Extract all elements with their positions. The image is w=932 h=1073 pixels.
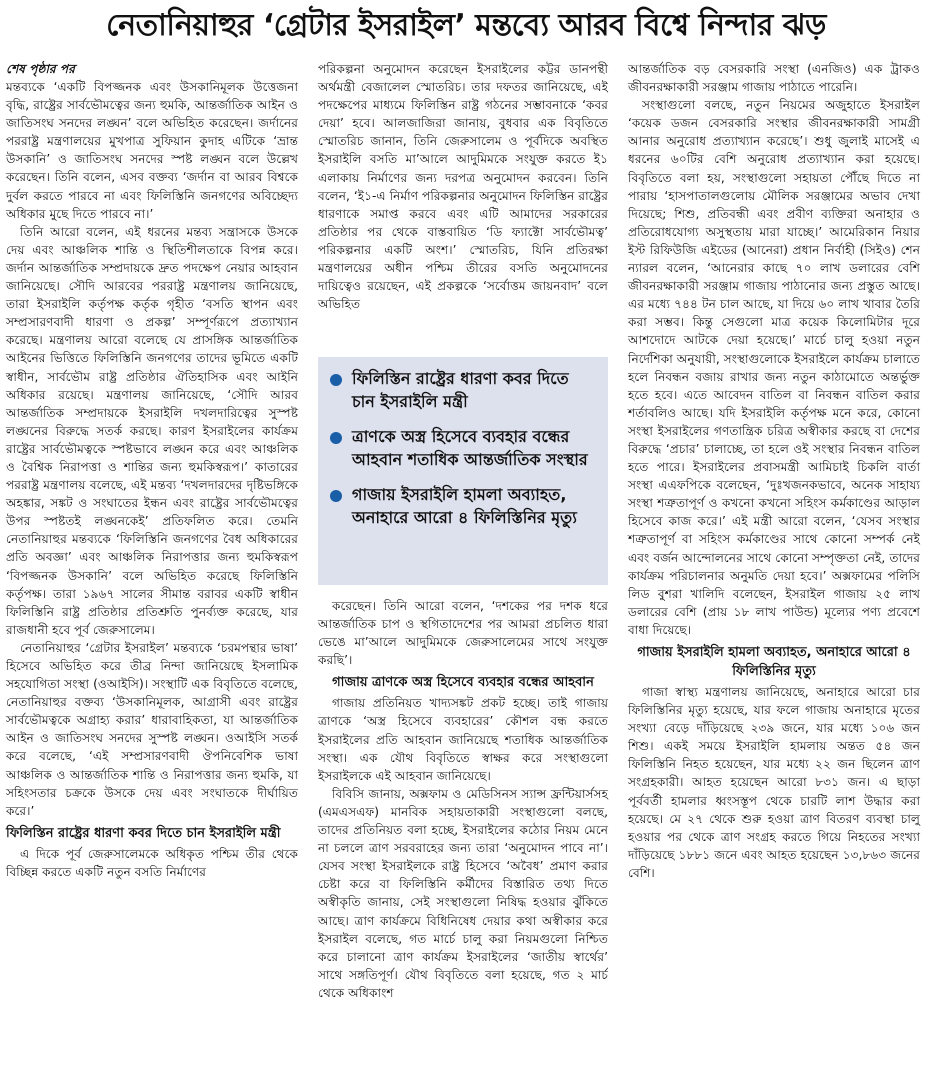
- section-subhead: গাজায় ইসরাইলি হামলা অব্যাহত, অনাহারে আরো ৪ ফিলিস্তিনির মৃত্যু: [637, 645, 911, 679]
- paragraph: মন্তব্যকে ‘একটি বিপজ্জনক এবং উসকানিমূলক উত্তেজনা বৃদ্ধি, রাষ্ট্রের সার্বভৌমত্বের জন্য হুমকি, আন্তর্জাতিক আইন ও জাতিসংঘ সনদের লঙ্ঘন’ বলে অভিহিত করেছেন। জর্দানের পররাষ্ট্র মন্ত্রণালয়ের মুখপাত্র সুফিয়ান কুদাহ এটিকে ‘ভ্রান্ত উসকানি’ ও জাতিসংঘ সনদের স্পষ্ট লঙ্ঘন বলে উল্লেখ করেছেন। তিনি বলেন, এসব বক্তব্য ‘জর্দান বা আরব বিশ্বকে দুর্বল করতে পারবে না এবং ফিলিস্তিনি জনগণের অবিচ্ছেদ্য অধিকার মুছে দিতে পারবে না।’: [6, 80, 298, 221]
- article-column-2-bottom: [318, 597, 608, 1002]
- paragraph: করেছেন। তিনি আরো বলেন, ‘দশকের পর দশক ধরে আন্তর্জাতিক চাপ ও স্থগিতাদেশের পর আমরা প্রচলিত ধারা ভেঙে মা’আলে আদুমিমকে জেরুসালেমের সাথে সংযুক্ত করছি’।: [318, 599, 608, 668]
- highlight-item: [330, 425, 596, 471]
- paragraph: বিবিসি জানায়, অক্সফাম ও মেডিসিনস স্যান্স ফ্রন্টিয়ার্সসহ (এমএসএফ) মানবিক সহায়তাকারী সংস্থাগুলো বলছে, তাদের প্রতিনিয়ত বলা হচ্ছে, ইসরাইলের কঠোর নিয়ম মেনে না চললে ত্রাণ সরবরাহের জন্য তারা ‘অনুমোদন পাবে না’। যেসব সংস্থা ইসরাইলকে রাষ্ট্র হিসেবে ‘অবৈধ’ প্রমাণ করার চেষ্টা করে বা ফিলিস্তিনি কর্মীদের বিস্তারিত তথ্য দিতে অস্বীকৃতি জানায়, সেই সংস্থাগুলো নিষিদ্ধ হওয়ার ঝুঁকিতে আছে। ত্রাণ কার্যক্রমে বিধিনিষেধ দেয়ার কথা অস্বীকার করে ইসরাইল বলেছে, গত মার্চে চালু করা নিয়মগুলো নিশ্চিত করে চালানো ত্রাণ কার্যক্রম ইসরাইলের ‘জাতীয় স্বার্থের’ সাথে সঙ্গতিপূর্ণ। যৌথ বিবৃতিতে বলা হয়েছে, গত ২ মার্চ থেকে অধিকাংশ: [318, 786, 608, 1000]
- bullet-icon: [330, 374, 342, 386]
- highlight-text: গাজায় ইসরাইলি হামলা অব্যাহত, অনাহারে আরো ৪ ফিলিস্তিনির মৃত্যু: [352, 485, 577, 527]
- section-subhead: ফিলিস্তিন রাষ্ট্রের ধারণা কবর দিতে চান ইসরাইলি মন্ত্রী: [6, 825, 281, 841]
- paragraph: আন্তর্জাতিক বড় বেসরকারি সংস্থা (এনজিও) এক ট্রাকও জীবনরক্ষাকারী সরঞ্জাম গাজায় পাঠাতে পারেনি।: [628, 62, 920, 95]
- continued-from-kicker: শেষ পৃষ্ঠার পর: [6, 62, 75, 76]
- highlight-item: [330, 367, 596, 413]
- paragraph: গাজা স্বাস্থ্য মন্ত্রণালয় জানিয়েছে, অনাহারে আরো চার ফিলিস্তিনির মৃত্যু হয়েছে, যার ফলে গাজায় অনাহারে মৃতের সংখ্যা বেড়ে দাঁড়িয়েছে ২৩৯ জনে, যার মধ্যে ১০৬ জন শিশু। একই সময়ে ইসরাইলি হামলায় অন্তত ৫৪ জন ফিলিস্তিনি নিহত হয়েছেন, যার মধ্যে ২২ জন ছিলেন ত্রাণ সংগ্রহকারী। আহত হয়েছেন আরো ৮৩১ জন। এ ছাড়া পূর্ববর্তী হামলার ধ্বংসস্তূপ থেকে চারটি লাশ উদ্ধার করা হয়েছে। মে ২৭ থেকে শুরু হওয়া ত্রাণ বিতরণ ব্যবস্থা চালু হওয়ার পর থেকে ত্রাণ সংগ্রহ করতে গিয়ে নিহতের সংখ্যা দাঁড়িয়েছে ১৮৮১ জনে এবং আহত হয়েছেন ১৩,৮৬৩ জনের বেশি।: [628, 685, 920, 880]
- section-subhead: গাজায় ত্রাণকে অস্ত্র হিসেবে ব্যবহার বন্ধের আহবান: [332, 675, 594, 691]
- bullet-icon: [330, 490, 342, 502]
- highlight-text: ফিলিস্তিন রাষ্ট্রের ধারণা কবর দিতে চান ইসরাইলি মন্ত্রী: [352, 369, 569, 411]
- article-column-2-top: [318, 60, 608, 313]
- article-column-3: [628, 60, 920, 882]
- paragraph: এ দিকে পূর্ব জেরুসালেমকে অধিকৃত পশ্চিম তীর থেকে বিচ্ছিন্ন করতে একটি নতুন বসতি নির্মাণের: [6, 846, 298, 879]
- highlight-item: [330, 483, 596, 529]
- paragraph: গাজায় প্রতিনিয়ত খাদ্যসঙ্কট প্রকট হচ্ছে। তাই গাজায় ত্রাণকে ‘অস্ত্র হিসেবে ব্যবহারের’ কৌশল বন্ধ করতে ইসরাইলের প্রতি আহবান জানিয়েছে শতাধিক আন্তর্জাতিক সংস্থা। এক যৌথ বিবৃতিতে স্বাক্ষর করে সংস্থাগুলো ইসরাইলকে এই আহবান জানিয়েছে।: [318, 696, 608, 783]
- highlight-text: ত্রাণকে অস্ত্র হিসেবে ব্যবহার বন্ধের আহবান শতাধিক আন্তর্জাতিক সংস্থার: [352, 427, 588, 469]
- paragraph: তিনি আরো বলেন, এই ধরনের মন্তব্য সন্ত্রাসকে উসকে দেয় এবং আঞ্চলিক শান্তি ও স্থিতিশীলতাকে বিপন্ন করে। জর্দান আন্তর্জাতিক সম্প্রদায়কে দ্রুত পদক্ষেপ নেয়ার আহবান জানিয়েছে। সৌদি আরবের পররাষ্ট্র মন্ত্রণালয় জানিয়েছে, তারা ইসরাইলি কর্তৃপক্ষ কর্তৃক গৃহীত ‘বসতি স্থাপন এবং সম্প্রসারণবাদী ধারণা ও প্রকল্প’ সম্পূর্ণরূপে প্রত্যাখ্যান করেছে। মন্ত্রণালয় আরো বলেছে যে প্রাসঙ্গিক আন্তর্জাতিক আইনের ভিত্তিতে ফিলিস্তিনি জনগণের তাদের ভূমিতে একটি স্বাধীন, সার্বভৌম রাষ্ট্র প্রতিষ্ঠার ঐতিহাসিক এবং আইনি অধিকার রয়েছে। মন্ত্রণালয় জানিয়েছে, ‘সৌদি আরব আন্তর্জাতিক সম্প্রদায়কে ইসরাইলি দখলদারিত্বের সুস্পষ্ট লঙ্ঘনের বিরুদ্ধে সতর্ক করছে। কারণ ইসরাইলের কার্যক্রম রাষ্ট্রের সার্বভৌমত্বকে স্পষ্টভাবে লঙ্ঘন করে এবং আঞ্চলিক ও বৈশ্বিক নিরাপত্তা ও শান্তির জন্য হুমকিস্বরূপ।’ কাতারের পররাষ্ট্র মন্ত্রণালয় বলেছে, এই মন্তব্য ‘দখলদারদের দৃষ্টিভঙ্গিকে অহঙ্কার, সঙ্কট ও সংঘাতের ইন্ধন এবং রাষ্ট্রের সার্বভৌমত্বের উপর স্পষ্টতই লঙ্ঘনকেই’ প্রতিফলিত করে। তেমনি নেতানিয়াহুর মন্তব্যকে ‘ফিলিস্তিনি জনগণের বৈধ অধিকারের প্রতি অবজ্ঞা’ এবং আঞ্চলিক নিরাপত্তার জন্য হুমকিস্বরূপ ‘বিপজ্জনক উসকানি’ বলে অভিহিত করেছে ফিলিস্তিনি কর্তৃপক্ষ। তারা ১৯৬৭ সালের সীমান্ত বরাবর একটি স্বাধীন ফিলিস্তিনি রাষ্ট্র প্রতিষ্ঠার প্রতিশ্রুতি পুনর্ব্যক্ত করেছে, যার রাজধানী হবে পূর্ব জেরুসালেম।: [6, 224, 298, 637]
- paragraph: পরিকল্পনা অনুমোদন করেছেন ইসরাইলের কট্টর ডানপন্থী অর্থমন্ত্রী বেজালেল স্মোতরিচ। তার দফতর জানিয়েছে, এই পদক্ষেপের মাধ্যমে ফিলিস্তিন রাষ্ট্র গঠনের সম্ভাবনাকে ‘কবর দেয়া’ হবে। আলজাজিরা জানায়, বুধবার এক বিবৃতিতে স্মোতরিচ জানান, তিনি জেরুসালেম ও পূর্বদিকে অবস্থিত ইসরাইলি বসতি মা’আলে আদুমিমকে সংযুক্ত করতে ই১ এলাকায় নির্মাণের জন্য দরপত্র অনুমোদন করবেন। তিনি বলেন, ‘ই১-এ নির্মাণ পরিকল্পনার অনুমোদন ফিলিস্তিন রাষ্ট্রের ধারণাকে সমাপ্ত করবে এবং এটি আমাদের সরকারের প্রতিষ্ঠার পর থেকে বাস্তবায়িত ‘ডি ফ্যাক্টো সার্বভৌমত্ব’ পরিকল্পনার একটি অংশ।’ স্মোতরিচ, যিনি প্রতিরক্ষা মন্ত্রণালয়ের অধীন পশ্চিম তীরের বসতি অনুমোদনের দায়িত্বেও রয়েছেন, এই প্রকল্পকে ‘সর্বোত্তম জায়নবাদ’ বলে অভিহিত: [318, 62, 608, 312]
- paragraph: সংস্থাগুলো বলছে, নতুন নিয়মের অজুহাতে ইসরাইল ‘কয়েক ডজন বেসরকারি সংস্থার জীবনরক্ষাকারী সামগ্রী আনার অনুরোধ প্রত্যাখ্যান করেছে’। শুধু জুলাই মাসেই এ ধরনের ৬০টির বেশি অনুরোধ প্রত্যাখ্যান করা হয়েছে। বিবৃতিতে বলা হয়, সংস্থাগুলো সহায়তা পৌঁছে দিতে না পারায় ‘হাসপাতালগুলোয় মৌলিক সরঞ্জামের অভাব দেখা দিয়েছে; শিশু, প্রতিবন্ধী এবং প্রবীণ ব্যক্তিরা অনাহার ও প্রতিরোধযোগ্য অসুস্থতায় মারা যাচ্ছে।’ আমেরিকান নিয়ার ইস্ট রিফিউজি এইডের (আনেরা) প্রধান নির্বাহী (সিইও) শেন ন্যারল বলেন, ‘আনেরার কাছে ৭০ লাখ ডলারের বেশি জীবনরক্ষাকারী সরঞ্জাম গাজায় পাঠানোর জন্য প্রস্তুত আছে। এর মধ্যে ৭৪৪ টন চাল আছে, যা দিয়ে ৬০ লাখ খাবার তৈরি করা সম্ভব। কিন্তু সেগুলো মাত্র কয়েক কিলোমিটার দূরে আশদোদে আটকে দেয়া হয়েছে।’ মার্চে চালু হওয়া নতুন নির্দেশিকা অনুযায়ী, সংস্থাগুলোকে ইসরাইলে কার্যক্রম চালাতে হলে নিবন্ধন বজায় রাখার জন্য নতুন কাঠামোতে অন্তর্ভুক্ত হতে হবে। এতে আবেদন বাতিল বা নিবন্ধন বাতিল করার শর্তাবলিও আছে। যদি ইসরাইলি কর্তৃপক্ষ মনে করে, কোনো সংস্থা ইসরাইলের গণতান্ত্রিক চরিত্র অস্বীকার করছে বা দেশের বিরুদ্ধে ‘প্রচার’ চালাচ্ছে, তা হলে ওই সংস্থার নিবন্ধন বাতিল হতে পারে। ইসরাইলের প্রবাসমন্ত্রী আমিচাই চিকলি বার্তা সংস্থা এএফপিকে বলেছেন, ‘দুঃখজনকভাবে, অনেক সাহায্য সংস্থা শত্রুতাপূর্ণ ও কখনো কখনো সহিংস কর্মকাণ্ডের আড়াল হিসেবে কাজ করে।’ এই মন্ত্রী আরো বলেন, ‘যেসব সংস্থার শত্রুতাপূর্ণ বা সহিংস কর্মকাণ্ডের সাথে কোনো সম্পর্ক নেই এবং বর্জন আন্দোলনের সাথে কোনো সম্পৃক্ততা নেই, তাদের কার্যক্রম পরিচালনার অনুমতি দেয়া হবে।’ অক্সফামের পলিসি লিড বুশরা খালিদি বলেছেন, ইসরাইল গাজায় ২৫ লাখ ডলারের বেশি (প্রায় ১৮ লাখ পাউন্ড) মূল্যের পণ্য প্রবেশে বাধা দিয়েছে।: [628, 98, 920, 637]
- page-headline: নেতানিয়াহুর ‘গ্রেটার ইসরাইল’ মন্তব্যে আরব বিশ্বে নিন্দার ঝড়: [106, 8, 826, 43]
- bullet-icon: [330, 432, 342, 444]
- paragraph: নেতানিয়াহুর ‘গ্রেটার ইসরাইল’ মন্তব্যকে ‘চরমপন্থার ভাষা’ হিসেবে অভিহিত করে তীব্র নিন্দা জানিয়েছে ইসলামিক সহযোগিতা সংস্থা (ওআইসি)। সংস্থাটি এক বিবৃতিতে বলেছে, নেতানিয়াহুর বক্তব্য ‘উসকানিমূলক, আগ্রাসী এবং রাষ্ট্রের সার্বভৌমত্বকে অগ্রাহ্য করার’ ধারাবাহিকতা, যা আন্তর্জাতিক আইন ও জাতিসংঘ সনদের সুস্পষ্ট লঙ্ঘন। ওআইসি সতর্ক করে বলেছে, ‘এই সম্প্রসারণবাদী ঔপনিবেশিক ভাষা আঞ্চলিক ও আন্তর্জাতিক শান্তি ও নিরাপত্তার জন্য হুমকি, যা সহিংসতার চক্রকে উসকে দেয় এবং সংঘাতকে দীর্ঘায়িত করে।’: [6, 640, 298, 818]
- article-column-1: [6, 60, 298, 881]
- highlights-box: [318, 357, 608, 585]
